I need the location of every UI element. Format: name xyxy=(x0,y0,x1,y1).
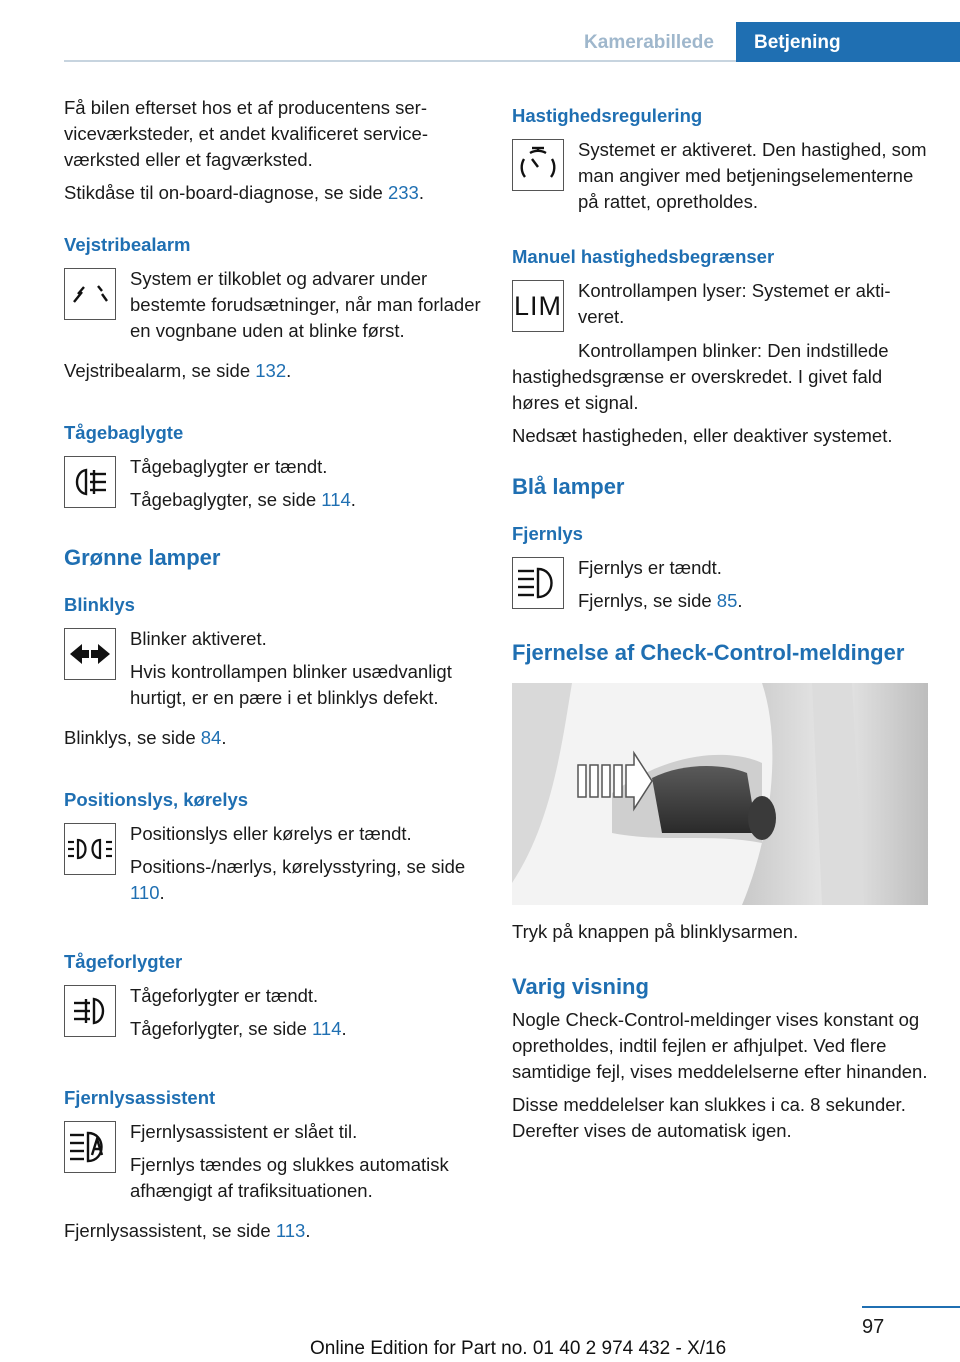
green-lamps-heading: Grønne lamper xyxy=(64,545,221,570)
section-title[interactable]: Kamerabillede xyxy=(584,32,714,53)
highbeam-assist-line1: Fjernlysassistent er slået til. xyxy=(130,1121,358,1142)
lane-departure-icon xyxy=(64,268,116,320)
page-link[interactable]: 85 xyxy=(716,590,738,611)
footer-rule xyxy=(862,1306,960,1308)
frontfog-title: Tågeforlygter xyxy=(64,951,183,972)
obd-paragraph: Stikdåse til on-board-diagnose, se side 233. xyxy=(64,182,424,203)
rearfog-entry xyxy=(64,454,482,520)
lane-entry xyxy=(64,266,482,351)
position-title: Positionslys, kørelys xyxy=(64,789,249,810)
highbeam-ref: Fjernlys, se side 85. xyxy=(578,590,743,611)
page-link[interactable]: 113 xyxy=(275,1220,306,1241)
limiter-line2: Kontrollampen blinker: Den indstillede hastighedsgrænse er overskredet. I givet fald høres et signal. xyxy=(512,340,889,413)
edition-footer: Online Edition for Part no. 01 40 2 974 432 - X/16 xyxy=(310,1338,727,1359)
page-link[interactable]: 84 xyxy=(200,727,222,748)
permanent-p2: Disse meddelelser kan slukkes i ca. 8 sekunder. Derefter vises de automatisk igen. xyxy=(512,1094,906,1141)
highbeam-assist-entry xyxy=(64,1119,482,1211)
page-link[interactable]: 114 xyxy=(321,489,351,510)
cruise-desc: Systemet er aktiveret. Den hastighed, som man angiver med betjeningselementerne på rattet, opretholdes. xyxy=(578,139,927,212)
rearfog-line1: Tågebaglygter er tændt. xyxy=(130,456,328,477)
turn-title: Blinklys xyxy=(64,594,135,615)
cruise-title: Hastighedsregulering xyxy=(512,105,703,126)
page-link[interactable]: 132 xyxy=(255,360,287,381)
position-entry xyxy=(64,821,482,913)
checkcontrol-heading: Fjernelse af Check-Control-meldinger xyxy=(512,640,905,665)
rearfog-title: Tågebaglygte xyxy=(64,422,184,443)
high-beam-assistant-icon xyxy=(64,1121,116,1173)
lane-title: Vejstribealarm xyxy=(64,234,191,255)
permanent-title: Varig visning xyxy=(512,974,649,999)
highbeam-title: Fjernlys xyxy=(512,523,583,544)
turn-signal-icon xyxy=(64,628,116,680)
right-column xyxy=(512,95,928,1151)
frontfog-line1: Tågeforlygter er tændt. xyxy=(130,985,319,1006)
turn-line1: Blinker aktiveret. xyxy=(130,628,267,649)
intro-paragraph: Få bilen efterset hos et af producentens serviceværksteder, et andet kvalificeret serviceværksted eller et fagværksted. xyxy=(64,97,428,170)
turn-ref: Blinklys, se side 84. xyxy=(64,727,227,748)
blue-lamps-heading: Blå lamper xyxy=(512,474,625,499)
turn-entry xyxy=(64,626,482,718)
chapter-tab[interactable]: Betjening xyxy=(736,22,960,62)
permanent-p1: Nogle Check-Control-meldinger vises konstant og opretholdes, indtil fejlen er afhjulpet. Ved flere samtidige fejl, vises meddelelserne efter hinanden. xyxy=(512,1009,928,1082)
highbeam-assist-line2: Fjernlys tændes og slukkes automatisk afhængigt af trafiksituationen. xyxy=(130,1154,449,1201)
lane-ref: Vejstribealarm, se side 132. xyxy=(64,360,292,381)
highbeam-assist-ref: Fjernlysassistent, se side 113. xyxy=(64,1220,311,1241)
frontfog-entry xyxy=(64,983,482,1049)
page-link[interactable]: 110 xyxy=(130,882,160,903)
cruise-control-icon xyxy=(512,139,564,191)
position-ref: Positions-/nærlys, kørelysstyring, se side 110. xyxy=(130,856,466,903)
highbeam-entry xyxy=(512,555,928,621)
frontfog-ref: Tågeforlygter, se side 114. xyxy=(130,1018,347,1039)
left-column xyxy=(64,95,482,1251)
limiter-icon-text: LIM xyxy=(513,291,562,321)
position-lights-icon xyxy=(64,823,116,875)
limiter-entry xyxy=(512,278,928,338)
limiter-line3: Nedsæt hastigheden, eller deaktiver systemet. xyxy=(512,425,893,446)
page-link[interactable]: 114 xyxy=(312,1018,342,1039)
figure-caption: Tryk på knappen på blinklysarmen. xyxy=(512,921,799,942)
cruise-entry xyxy=(512,137,928,222)
position-line1: Positionslys eller kørelys er tændt. xyxy=(130,823,412,844)
turn-line2: Hvis kontrollampen blinker usædvanligt hurtigt, er en pære i et blinklys defekt. xyxy=(130,661,452,708)
limiter-line1: Kontrollampen lyser: Systemet er aktiveret. xyxy=(578,280,891,327)
speed-limiter-icon xyxy=(512,280,564,332)
highbeam-assist-title: Fjernlysassistent xyxy=(64,1087,216,1108)
rear-fog-light-icon xyxy=(64,456,116,508)
page-link[interactable]: 233 xyxy=(387,182,419,203)
highbeam-line1: Fjernlys er tændt. xyxy=(578,557,722,578)
rearfog-ref: Tågebaglygter, se side 114. xyxy=(130,489,356,510)
turn-signal-lever-illustration xyxy=(512,683,928,905)
page-number: 97 xyxy=(862,1316,885,1338)
lane-desc: System er tilkoblet og advarer under bestemte forudsætninger, når man forlader en vognbane uden at blinke først. xyxy=(130,268,481,341)
limiter-title: Manuel hastighedsbegrænser xyxy=(512,246,775,267)
front-fog-light-icon xyxy=(64,985,116,1037)
high-beam-icon xyxy=(512,557,564,609)
